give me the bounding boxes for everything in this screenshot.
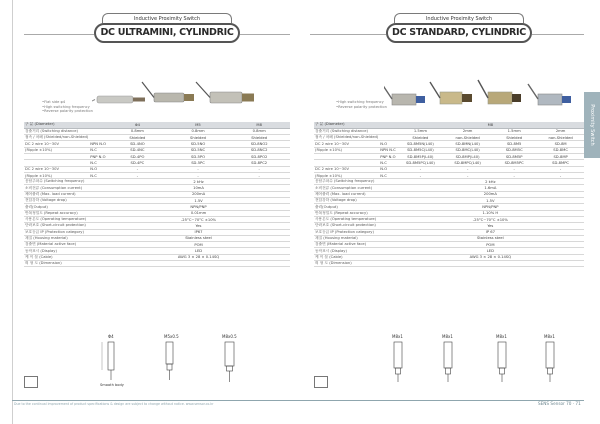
table-cell: - — [168, 166, 229, 172]
row-label: 접속 / 차폐 (Shielded/non-Shielded) — [315, 135, 379, 140]
row-sublabel: NPN N.C — [380, 148, 396, 153]
row-sublabel: N.C — [379, 160, 396, 166]
left-badge-rule — [24, 34, 94, 35]
right-dimension-drawings — [384, 330, 580, 390]
right-badge-rule — [310, 34, 386, 35]
table-cell: NPN/PNP — [397, 204, 584, 210]
table-cell: SD-8PC2 — [228, 160, 290, 166]
dimension-label: M8x1 — [442, 334, 453, 339]
dimension-drawing-m8 — [225, 342, 234, 382]
right-badge-caption: Inductive Proximity Switch — [394, 13, 524, 23]
table-cell: SD-8NC2 — [228, 147, 290, 153]
right-spec-table — [314, 122, 584, 267]
table-cell: POM — [107, 242, 290, 248]
table-cell: 2mm — [537, 128, 584, 134]
table-cell: 0.8mm — [228, 128, 290, 134]
dimension-drawing-2 — [444, 342, 452, 382]
table-cell: SD-8M5PC — [491, 160, 537, 166]
table-cell — [168, 261, 229, 267]
sensor-photo-m8-nonshielded-connector — [528, 84, 571, 105]
table-cell: SD-5PC — [168, 160, 229, 166]
left-badge-title: DC ULTRAMINI, CYLINDRIC — [94, 23, 240, 43]
table-cell: 10mA — [107, 185, 290, 191]
table-cell: IP67 — [107, 229, 290, 235]
table-cell: - — [107, 166, 168, 172]
table-cell: SD-4NO — [107, 141, 168, 147]
table-cell: POM — [397, 242, 584, 248]
table-cell: NPN/PNP — [107, 204, 290, 210]
dimension-label: M5x0.5 — [164, 334, 179, 339]
row-label: 사용온도 (Operating temperature) — [314, 216, 379, 222]
table-cell: SD-8M5P — [491, 153, 537, 159]
left-margin-line — [12, 0, 13, 424]
row-sublabel — [379, 261, 396, 267]
sensor-photo-m8-nonshielded-cable — [430, 82, 472, 104]
right-title-badge — [386, 13, 532, 43]
table-cell: Shielded — [168, 135, 229, 141]
dimension-drawing-4 — [546, 342, 554, 382]
table-cell: SD-8M5 — [491, 141, 537, 147]
table-cell: LED — [107, 248, 290, 254]
row-sublabel: NPN N.O — [90, 142, 107, 147]
table-cell: SD-5NC — [168, 147, 229, 153]
right-footer-page: SENS Sensor 70 · 71 — [538, 401, 581, 406]
table-cell: 0.8mm — [168, 128, 229, 134]
photo-note: •Flat side φ4 — [42, 100, 66, 104]
table-cell: -25°C~70°C ±10% — [397, 216, 584, 222]
table-cell: SD-8MC(L40) — [444, 147, 491, 153]
table-cell: Shielded — [228, 135, 290, 141]
table-cell: SD-8MPC(L40) — [444, 160, 491, 166]
row-label: 출력(Output) — [24, 204, 89, 210]
table-cell: 2 kHz — [107, 179, 290, 185]
row-label: 검출거리 (Switching distance) — [314, 128, 379, 134]
dimension-drawing-m5 — [166, 342, 173, 380]
left-logo — [24, 376, 38, 388]
row-label: 접속 / 차폐 (Shielded/non-Shielded) — [25, 135, 89, 140]
left-footer-text: Due to the continual improvement of product specifications & design are subject to change without notice. www.sensor.co.kr — [14, 402, 214, 406]
row-label: 응답주파수 (Switching frequency) — [314, 179, 379, 185]
row-label: 검출거리 (Switching distance) — [24, 128, 89, 134]
row-label: 재질 (Housing material) — [314, 235, 379, 241]
right-product-photos — [384, 74, 580, 116]
table-cell: - — [168, 172, 229, 178]
table-cell: - — [107, 172, 168, 178]
photo-note: •High switching frequency — [42, 104, 90, 109]
row-label: 제어출력 (Max. load current) — [314, 191, 379, 197]
row-label: (Ripple ±10%) — [314, 147, 379, 153]
table-cell: 2 kHz — [397, 179, 584, 185]
right-page — [300, 0, 600, 424]
table-cell: Shielded — [107, 135, 168, 141]
row-sublabel: N.O — [379, 166, 396, 172]
left-dimension-drawings — [92, 330, 282, 390]
right-logo — [314, 376, 328, 388]
row-label: DC 2 wire 10~30V — [24, 166, 89, 172]
row-label: 출력(Output) — [314, 204, 379, 210]
sensor-photo-m8 — [196, 82, 254, 103]
table-cell: - — [444, 172, 491, 178]
table-cell: non-Shielded — [444, 135, 491, 141]
table-cell: SD-8MPC — [537, 160, 584, 166]
row-label: 보호등급 IP (Protection category) — [314, 229, 379, 235]
table-cell: - — [228, 166, 290, 172]
row-sublabel: N.O — [379, 141, 396, 147]
table-cell — [444, 261, 491, 267]
row-label: DC 2 wire 10~30V — [314, 141, 379, 147]
table-cell: SD-4PO — [107, 153, 168, 159]
table-cell — [537, 261, 584, 267]
sensor-photo-m5 — [142, 82, 194, 102]
row-label: 검출면 (Material active face) — [24, 242, 89, 248]
table-cell: 1.5V — [107, 198, 290, 204]
left-badge-caption: Inductive Proximity Switch — [102, 13, 232, 23]
row-label: 반복정밀도 (Repeat accuracy) — [24, 210, 89, 216]
dimension-label: M8x1 — [544, 334, 555, 339]
table-cell: 0.8mm — [107, 128, 168, 134]
dimension-note: Smooth body — [100, 383, 124, 387]
table-cell: SD-5NO — [168, 141, 229, 147]
header-cell: M8 — [397, 122, 584, 128]
table-cell — [397, 261, 444, 267]
row-label: 재질 (Housing material) — [24, 235, 89, 241]
row-label: 제어출력 (Max. load current) — [24, 191, 89, 197]
header-cell: M8 — [228, 122, 290, 128]
table-cell: - — [537, 172, 584, 178]
row-sublabel — [89, 261, 107, 267]
table-cell: - — [491, 166, 537, 172]
row-label: 동작표시 (Display) — [314, 248, 379, 254]
table-cell: SD-8MN(L40) — [444, 141, 491, 147]
table-cell: 200mA — [107, 191, 290, 197]
header-cell: Φ4 — [107, 122, 168, 128]
table-cell: 2mm — [444, 128, 491, 134]
table-cell: Shielded — [397, 135, 444, 141]
sensor-photo-m8-shielded-cable — [384, 84, 425, 105]
row-sublabel: N.C — [89, 172, 107, 178]
photo-note: •High switching frequency — [336, 100, 384, 104]
row-sublabel: PNP N.O — [90, 154, 106, 159]
row-label: 소비전류 (Consumption current) — [314, 185, 379, 191]
row-label: 케 이 블 (Cable) — [24, 254, 89, 260]
sensor-photo-m8-connector — [478, 80, 521, 104]
table-cell: Stainless steel — [107, 235, 290, 241]
row-label: 외 형 도 (Dimension) — [24, 261, 89, 267]
row-sublabel: PNP N.O — [380, 154, 396, 159]
row-label: 단락보호 (Short-circuit protection) — [314, 223, 379, 229]
table-row — [314, 261, 584, 267]
left-photo-notes — [42, 100, 93, 114]
table-cell: Shielded — [491, 135, 537, 141]
table-cell: Yes — [397, 223, 584, 229]
row-label: 보호등급 IP (Protection category) — [24, 229, 89, 235]
dimension-label: Φ4 — [108, 334, 114, 339]
table-cell: SD-4PC — [107, 160, 168, 166]
right-photo-notes — [336, 100, 387, 109]
table-cell: 1.6mA — [397, 185, 584, 191]
right-badge-rule-right — [532, 34, 584, 35]
dimension-drawing-1 — [394, 342, 402, 382]
table-cell: IP 67 — [397, 229, 584, 235]
table-cell: - — [491, 172, 537, 178]
table-cell: SD-8NO2 — [228, 141, 290, 147]
table-cell: Yes — [107, 223, 290, 229]
table-cell: SD-8MC — [537, 147, 584, 153]
table-cell: 1.5mm — [491, 128, 537, 134]
row-sublabel: N.C — [379, 172, 396, 178]
table-cell: SD-8M5P(L40) — [397, 153, 444, 159]
table-cell: LED — [397, 248, 584, 254]
table-cell — [107, 261, 168, 267]
row-label: 응답주파수 (Switching frequency) — [24, 179, 89, 185]
table-cell: 0.01mm — [107, 210, 290, 216]
table-cell: SD-4NC — [107, 147, 168, 153]
table-cell: - — [228, 172, 290, 178]
row-label: 케 이 블 (Cable) — [314, 254, 379, 260]
table-cell: 200mA — [397, 191, 584, 197]
row-label: 전압강하 (Voltage drop) — [314, 198, 379, 204]
row-label: (Ripple ±10%) — [24, 172, 89, 178]
side-tab-label: Proximity Switch — [589, 104, 595, 146]
dimension-label: M8x0.5 — [222, 334, 237, 339]
row-label: (Ripple ±10%) — [314, 172, 379, 178]
row-label: DC 2 wire 10~30V — [314, 166, 379, 172]
left-title-badge — [94, 13, 240, 43]
table-cell: 1.10% H — [397, 210, 584, 216]
table-cell: SD-8M5C(L40) — [397, 147, 444, 153]
table-row — [24, 261, 290, 267]
row-label: 검출면 (Material active face) — [314, 242, 379, 248]
table-cell: SD-8M5PC(L40) — [397, 160, 444, 166]
row-label: 반복정밀도 (Repeat accuracy) — [314, 210, 379, 216]
table-cell: 1.5mm — [397, 128, 444, 134]
header-cell: 구 분 (Diameter) — [314, 122, 397, 128]
table-cell: - — [397, 172, 444, 178]
table-cell: - — [444, 166, 491, 172]
row-label: 전압강하 (Voltage drop) — [24, 198, 89, 204]
table-cell: - — [397, 166, 444, 172]
row-label: 소비전류 (Consumption current) — [24, 185, 89, 191]
table-cell — [228, 261, 290, 267]
table-cell: SD-8MP(L40) — [444, 153, 491, 159]
dimension-drawing-phi4 — [102, 342, 114, 380]
table-cell: SD-8M5C — [491, 147, 537, 153]
row-label: DC 2 wire 10~30V — [24, 141, 89, 147]
table-cell: 1.5V — [397, 198, 584, 204]
table-cell: SD-5PO — [168, 153, 229, 159]
row-sublabel: N.O — [89, 166, 107, 172]
proximity-switch-side-tab[interactable] — [584, 92, 600, 158]
row-label: 단락보호 (Short-circuit protection) — [24, 223, 89, 229]
table-cell: non-Shielded — [537, 135, 584, 141]
photo-note: •Reverse polarity protection — [42, 109, 93, 114]
row-label: 사용온도 (Operating temperature) — [24, 216, 89, 222]
dimension-drawing-3 — [498, 342, 506, 382]
sensor-photo-phi4 — [92, 96, 145, 106]
photo-note: •Reverse polarity protection — [336, 104, 387, 109]
row-label: 동작표시 (Display) — [24, 248, 89, 254]
table-cell: AWG 3 × 28 × 0.14SQ — [397, 254, 584, 260]
row-label: 외 형 도 (Dimension) — [314, 261, 379, 267]
left-spec-table — [24, 122, 290, 267]
table-cell: SD-8M5N(L40) — [397, 141, 444, 147]
table-cell: - — [537, 166, 584, 172]
table-cell: Stainless steel — [397, 235, 584, 241]
left-footer-rule — [12, 400, 300, 401]
right-badge-title: DC STANDARD, CYLINDRIC — [386, 23, 532, 43]
header-cell: 구 분 (Diameter) — [24, 122, 107, 128]
row-label: (Ripple ±10%) — [24, 147, 89, 153]
table-cell: -25°C~70°C ±10% — [107, 216, 290, 222]
left-product-photos — [92, 74, 282, 116]
row-sublabel: N.C — [89, 147, 107, 153]
table-cell: SD-8PO2 — [228, 153, 290, 159]
table-cell: SD-8MP — [537, 153, 584, 159]
dimension-label: M8x1 — [392, 334, 403, 339]
header-cell: M5 — [168, 122, 229, 128]
table-cell — [491, 261, 537, 267]
table-cell: AWG 3 × 28 × 0.14SQ — [107, 254, 290, 260]
dimension-label: M8x1 — [496, 334, 507, 339]
table-cell: SD-8M — [537, 141, 584, 147]
row-sublabel: N.C — [89, 160, 107, 166]
left-badge-rule-right — [240, 34, 290, 35]
